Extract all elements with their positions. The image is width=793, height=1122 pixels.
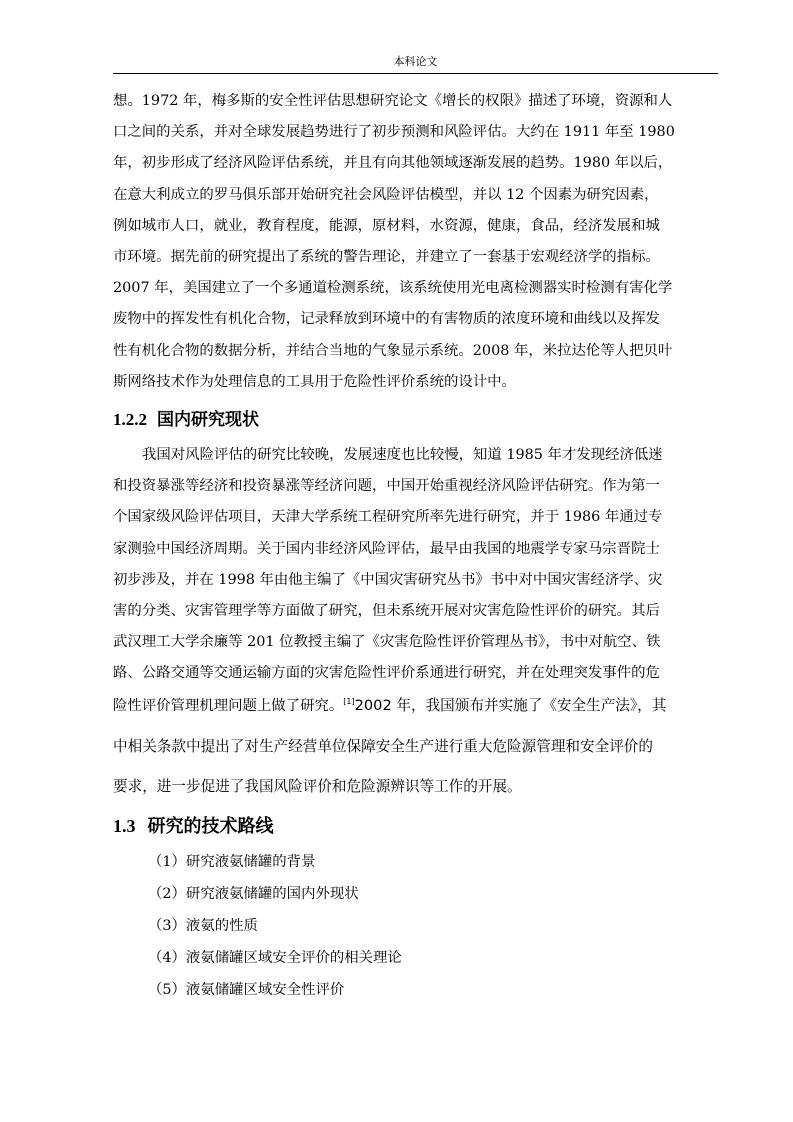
route-list: [148, 846, 402, 1006]
text-line: 中相关条款中提出了对生产经营单位保障安全生产进行重大危险源管理和安全评价的: [113, 738, 653, 755]
text-line: 路、公路交通等交通运输方面的灾害危险性评价系通进行研究，并在处理突发事件的危: [113, 665, 660, 682]
list-item: （3）液氨的性质: [148, 918, 258, 934]
list-item: （4）液氨储罐区域安全评价的相关理论: [148, 950, 402, 966]
intro-paragraph: [113, 86, 718, 398]
citation-reference[interactable]: [1]: [343, 697, 355, 707]
section-title: 研究的技术路线: [147, 816, 274, 837]
mixed-text-line: [113, 694, 666, 715]
text-line: 我国对风险评估的研究比较晚，发展速度也比较慢，知道 1985 年才发现经济低迷: [142, 447, 663, 463]
text-line: 害的分类、灾害管理学等方面做了研究，但未系统开展对灾害危险性评价的研究。其后: [113, 603, 660, 620]
page-header: 本科论文: [393, 55, 438, 68]
text-line: 在意大利成立的罗马俱乐部开始研究社会风险评估模型，并以 12 个因素为研究因素，: [113, 186, 659, 203]
section-heading-1-2-2: [113, 409, 259, 431]
text-line: 性有机化合物的数据分析，并结合当地的气象显示系统。2008 年，米拉达伦等人把贝叶: [113, 342, 673, 359]
list-item: （1）研究液氨储罐的背景: [148, 854, 316, 870]
header-rule: [113, 73, 718, 74]
text-segment: 2002 年，我国颁布并实施了《安全生产法》，其: [354, 697, 667, 714]
text-line: 年，初步形成了经济风险评估系统，并且有向其他领域逐渐发展的趋势。1980 年以后，: [113, 155, 673, 172]
text-line: 斯网络技术作为处理信息的工具用于危险性评价系统的设计中。: [113, 373, 516, 390]
domestic-paragraph: [113, 440, 718, 690]
text-line: 2007 年，美国建立了一个多通道检测系统，该系统使用光电离检测器实时检测有害化学: [113, 280, 673, 297]
text-line: 口之间的关系，并对全球发展趋势进行了初步预测和风险评估。大约在 1911 年至 1980: [113, 124, 675, 141]
text-line: 个国家级风险评估项目，天津大学系统工程研究所率先进行研究，并于 1986 年通过专: [113, 509, 663, 526]
text-line: 例如城市人口，就业，教育程度，能源，原材料，水资源，健康，食品，经济发展和城: [113, 217, 660, 234]
section-title: 国内研究现状: [157, 410, 259, 430]
section-heading-1-3: [113, 814, 274, 839]
text-line: 要求，进一步促进了我国风险评价和危险源辨识等工作的开展。: [113, 778, 522, 795]
list-item: （5）液氨储罐区域安全性评价: [148, 982, 345, 998]
text-segment: 险性评价管理机理问题上做了研究。: [113, 698, 344, 714]
text-line: 废物中的挥发性有机化合物，记录释放到环境中的有害物质的浓度环境和曲线以及挥发: [113, 311, 660, 328]
text-line: 家测验中国经济周期。关于国内非经济风险评估，最早由我国的地震学专家马宗晋院士: [113, 540, 660, 557]
text-line: 初步涉及，并在 1998 年由他主编了《中国灾害研究丛书》书中对中国灾害经济学、灾: [113, 571, 663, 588]
text-line: 想。1972 年，梅多斯的安全性评估思想研究论文《增长的权限》描述了环境，资源和人: [113, 93, 673, 109]
text-line: 和投资暴涨等经济和投资暴涨等经济问题，中国开始重视经济风险评估研究。作为第一: [113, 478, 660, 495]
section-number: 1.3: [113, 816, 136, 836]
text-line: 武汉理工大学余廉等 201 位教授主编了《灾害危险性评价管理丛书》，书中对航空、铁: [113, 634, 661, 651]
text-line: 市环境。据先前的研究提出了系统的警告理论，并建立了一套基于宏观经济学的指标。: [113, 249, 660, 266]
section-number: 1.2.2: [113, 410, 147, 429]
list-item: （2）研究液氨储罐的国内外现状: [148, 886, 359, 902]
